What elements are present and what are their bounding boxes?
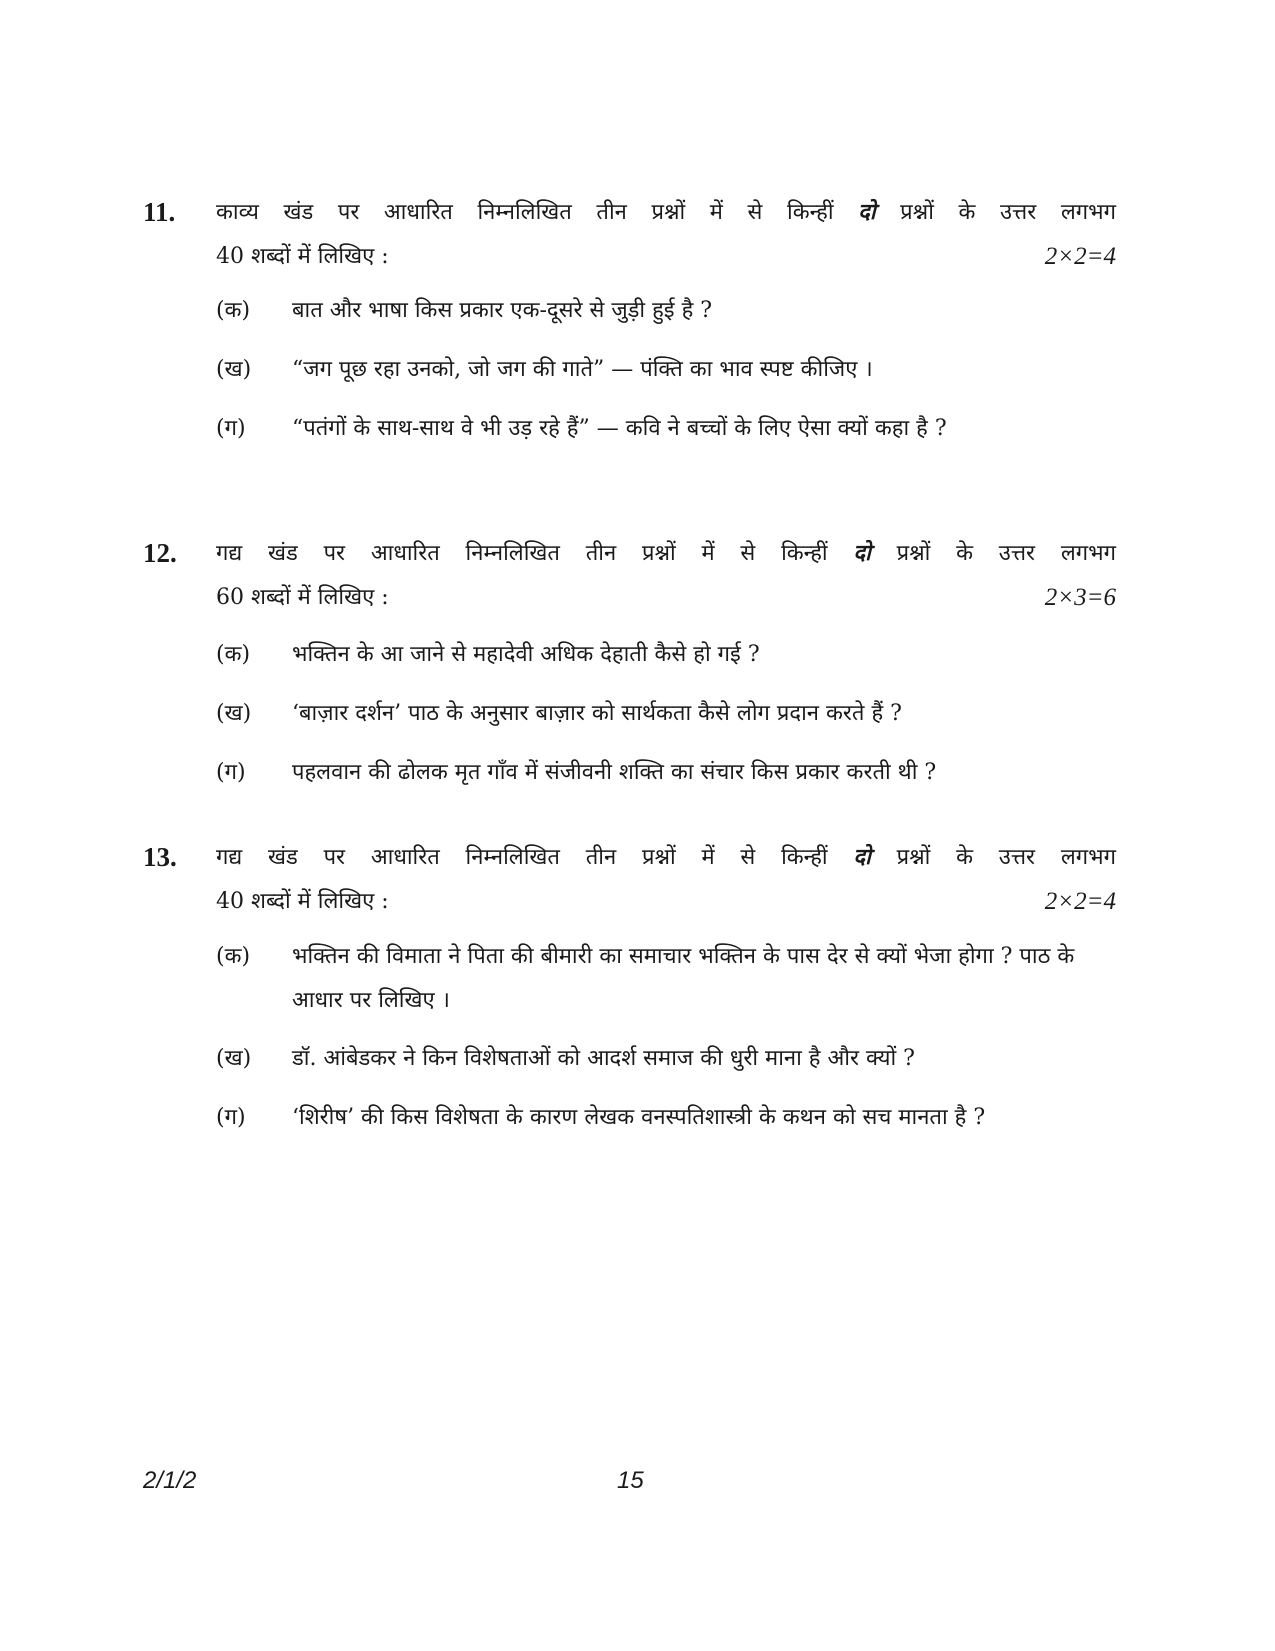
subquestion-label: (ख) [216,357,252,382]
subquestion-text: डॉ. आंबेडकर ने किन विशेषताओं को आदर्श समाज की धुरी माना है और क्यों ? [292,1046,915,1071]
instruction-part-a: काव्य खंड पर आधारित निम्नलिखित तीन प्रश्नों में से किन्हीं [216,200,834,225]
question-number: 13. [143,842,177,872]
question-instruction [216,190,1116,279]
subquestion-text: भक्तिन की विमाता ने पिता की बीमारी का समाचार भक्तिन के पास देर से क्यों भेजा होगा ? पाठ के आधार पर लिखिए । [292,944,1075,1013]
question-number: 12. [143,538,177,568]
instruction-emphasis: दो [853,844,871,870]
subquestion-label: (ग) [216,416,246,441]
subquestion-text: “जग पूछ रहा उनको, जो जग की गाते” — पंक्ति का भाव स्पष्ट कीजिए । [292,357,873,382]
subquestion-text: ‘बाज़ार दर्शन’ पाठ के अनुसार बाज़ार को सार्थकता कैसे लोग प्रदान करते हैं ? [292,701,902,726]
subquestion-label: (ग) [216,760,246,785]
instruction-part-a: गद्य खंड पर आधारित निम्नलिखित तीन प्रश्नों में से किन्हीं [216,845,828,870]
subquestion-label: (क) [216,642,251,667]
paper-code: 2/1/2 [143,1467,197,1494]
instruction-word-limit: 60 शब्दों में लिखिए : [216,585,389,610]
subquestion-label: (ख) [216,1046,252,1071]
marks-allocation: 2×3=6 [1044,584,1116,611]
instruction-part-a: गद्य खंड पर आधारित निम्नलिखित तीन प्रश्नों में से किन्हीं [216,541,828,566]
subquestion-text: ‘शिरीष’ की किस विशेषता के कारण लेखक वनस्पतिशास्त्री के कथन को सच मानता है ? [292,1105,986,1130]
subquestion-text: “पतंगों के साथ-साथ वे भी उड़ रहे हैं” — कवि ने बच्चों के लिए ऐसा क्यों कहा है ? [292,416,947,441]
instruction-emphasis: दो [858,199,876,225]
page-number: 15 [617,1467,644,1494]
instruction-word-limit: 40 शब्दों में लिखिए : [216,889,389,914]
subquestion-text: बात और भाषा किस प्रकार एक-दूसरे से जुड़ी हुई है ? [292,298,713,323]
marks-allocation: 2×2=4 [1044,243,1116,270]
subquestion-label: (क) [216,298,251,323]
subquestion-label: (ग) [216,1105,246,1130]
question-instruction [216,531,1116,620]
question-number: 11. [143,197,176,227]
subquestion-text: पहलवान की ढोलक मृत गाँव में संजीवनी शक्ति का संचार किस प्रकार करती थी ? [292,760,937,785]
instruction-word-limit: 40 शब्दों में लिखिए : [216,244,389,269]
subquestion-label: (ख) [216,701,252,726]
question-instruction [216,835,1116,924]
instruction-emphasis: दो [853,540,871,566]
instruction-part-b: प्रश्नों के उत्तर लगभग [896,845,1116,870]
subquestion-label: (क) [216,944,251,969]
marks-allocation: 2×2=4 [1044,888,1116,915]
instruction-part-b: प्रश्नों के उत्तर लगभग [900,200,1116,225]
instruction-part-b: प्रश्नों के उत्तर लगभग [896,541,1116,566]
subquestion-text: भक्तिन के आ जाने से महादेवी अधिक देहाती कैसे हो गई ? [292,642,760,667]
